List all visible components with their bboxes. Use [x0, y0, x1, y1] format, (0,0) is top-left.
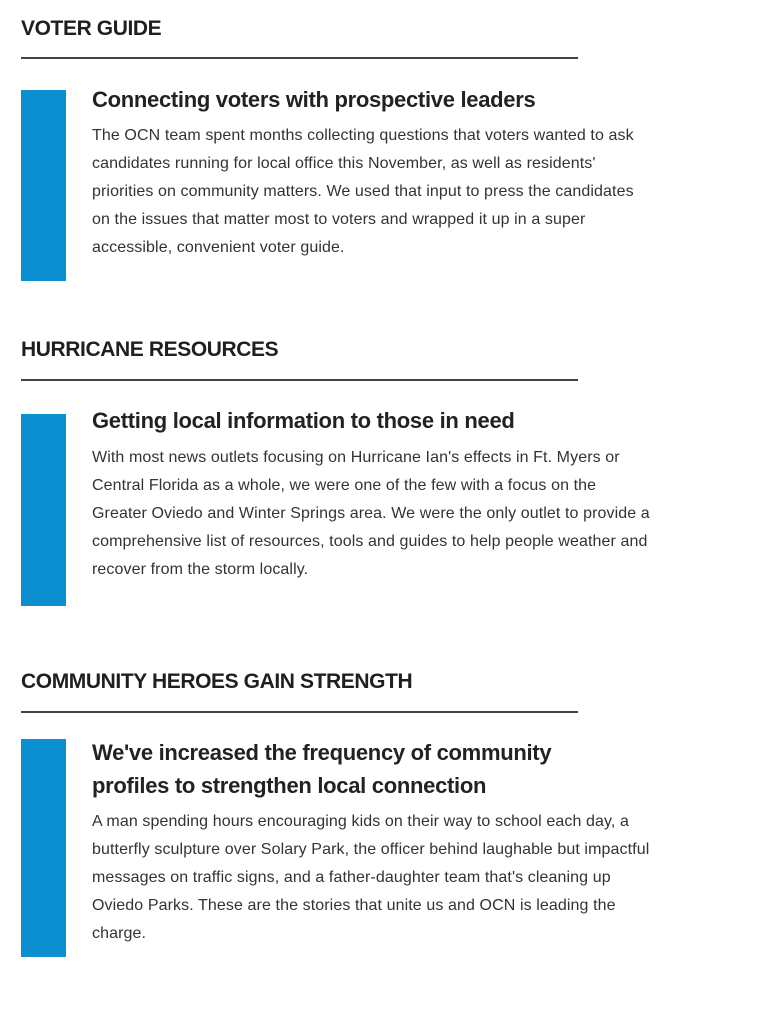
- section-title: VOTER GUIDE: [21, 17, 162, 40]
- accent-bar: [21, 414, 66, 606]
- section-title: COMMUNITY HEROES GAIN STRENGTH: [21, 670, 413, 693]
- item-heading: Connecting voters with prospective leaders: [92, 87, 536, 112]
- item-body: A man spending hours encouraging kids on their way to school each day, a butterfly sculpture over Solary Park, the officer behind laughable but impactful messages on traffic signs, and a father-daughter team that's cleaning up Oviedo Parks. These are the stories that unite us and OCN is leading the charge.: [92, 813, 650, 942]
- section-divider: [21, 379, 578, 381]
- section-divider: [21, 57, 578, 59]
- accent-bar: [21, 739, 66, 957]
- accent-bar: [21, 90, 66, 281]
- item-heading: Getting local information to those in need: [92, 408, 515, 433]
- section-divider: [21, 711, 578, 713]
- item-body: With most news outlets focusing on Hurricane Ian's effects in Ft. Myers or Central Florida as a whole, we were one of the few with a focus on the Greater Oviedo and Winter Springs area. We were the only outlet to provide a comprehensive list of resources, tools and guides to help people weather and recover from the storm locally.: [92, 449, 650, 578]
- item-heading: We've increased the frequency of community profiles to strengthen local connection: [92, 740, 552, 798]
- item-body: The OCN team spent months collecting questions that voters wanted to ask candidates running for local office this November, as well as residents' priorities on community matters. We used that input to press the candidates on the issues that matter most to voters and wrapped it up in a super accessible, convenient voter guide.: [92, 127, 634, 256]
- section-title: HURRICANE RESOURCES: [21, 338, 279, 361]
